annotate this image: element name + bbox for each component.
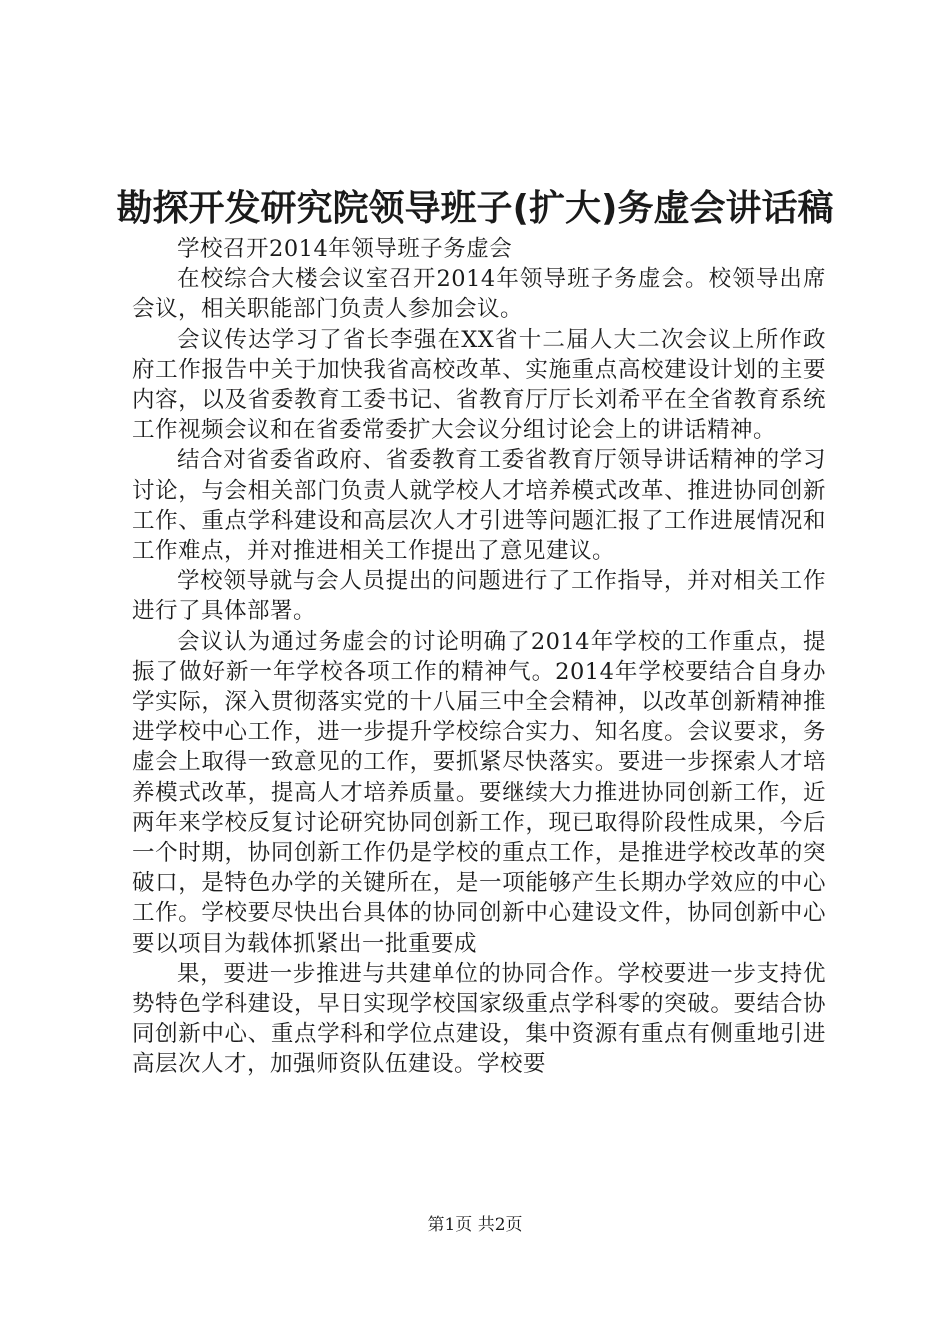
paragraph: 学校领导就与会人员提出的问题进行了工作指导，并对相关工作进行了具体部署。 [132,568,826,625]
paragraph: 结合对省委省政府、省委教育工委省教育厅领导讲话精神的学习讨论，与会相关部门负责人就学校人才培养模式改革、推进协同创新工作、重点学科建设和高层次人才引进等问题汇报了工作进展情况和工作难点，并对推进相关工作提出了意见建议。 [132,447,826,565]
paragraph: 在校综合大楼会议室召开2014年领导班子务虚会。校领导出席会议，相关职能部门负责人参加会议。 [132,266,826,323]
document-body [132,234,826,1080]
paragraph: 会议认为通过务虚会的讨论明确了2014年学校的工作重点，提振了做好新一年学校各项工作的精神气。2014年学校要结合自身办学实际，深入贯彻落实党的十八届三中全会精神，以改革创新精神推进学校中心工作，进一步提升学校综合实力、知名度。会议要求，务虚会上取得一致意见的工作，要抓紧尽快落实。要进一步探索人才培养模式改革，提高人才培养质量。要继续大力推进协同创新工作，近两年来学校反复讨论研究协同创新工作，现已取得阶段性成果，今后一个时期，协同创新工作仍是学校的重点工作，是推进学校改革的突破口，是特色办学的关键所在，是一项能够产生长期办学效应的中心工作。学校要尽快出台具体的协同创新中心建设文件，协同创新中心要以项目为载体抓紧出一批重要成 [132,628,826,957]
paragraph: 果，要进一步推进与共建单位的协同合作。学校要进一步支持优势特色学科建设，早日实现学校国家级重点学科零的突破。要结合协同创新中心、重点学科和学位点建设，集中资源有重点有侧重地引进高层次人才，加强师资队伍建设。学校要 [132,960,826,1078]
document-title: 勘探开发研究院领导班子(扩大)务虚会讲话稿 [116,188,834,229]
page-number-footer: 第1页 共2页 [427,1215,523,1235]
paragraph: 会议传达学习了省长李强在XX省十二届人大二次会议上所作政府工作报告中关于加快我省高校改革、实施重点高校建设计划的主要内容，以及省委教育工委书记、省教育厅厅长刘希平在全省教育系统工作视频会议和在省委常委扩大会议分组讨论会上的讲话精神。 [132,326,826,444]
paragraph: 学校召开2014年领导班子务虚会 [177,236,513,262]
